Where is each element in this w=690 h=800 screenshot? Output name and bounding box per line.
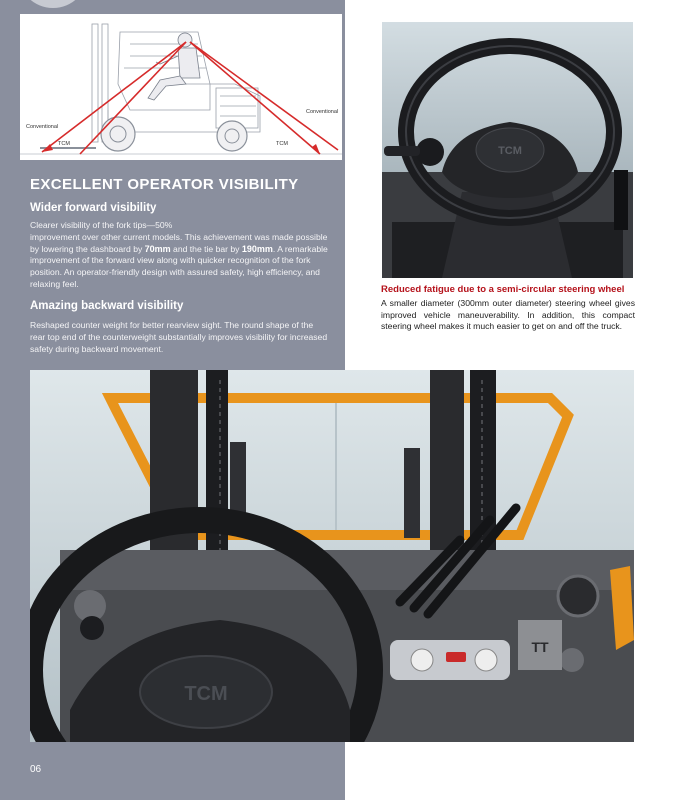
forward-line1: Clearer visibility of the fork tips—50% [30, 220, 173, 230]
forward-paragraph [30, 232, 330, 291]
forward-body-b: and the tie bar by [170, 243, 242, 254]
page-number: 06 [30, 764, 42, 775]
forward-visibility-body [30, 220, 330, 291]
steering-wheel-illustration [382, 22, 633, 278]
backward-visibility-title: Amazing backward visibility [30, 300, 184, 312]
tie-bar-value: 190mm [241, 243, 273, 254]
forklift-sightline-illustration [20, 14, 342, 160]
steering-caption-title: Reduced fatigue due to a semi-circular steering wheel [381, 284, 625, 295]
visibility-diagram [20, 14, 342, 160]
svg-text:TT: TT [531, 639, 549, 655]
wheel-hub-logo: TCM [498, 145, 522, 157]
steering-wheel-photo [382, 22, 633, 278]
label-conventional-left: Conventional [26, 124, 59, 130]
cab-wheel-hub-logo: TCM [184, 683, 228, 705]
steering-caption-body: A smaller diameter (300mm outer diameter) steering wheel gives improved vehicle maneuverability. In addition, this compact steering wheel makes it much easier to get on and off the truck. [381, 298, 635, 332]
label-tcm-right: TCM [276, 141, 288, 147]
backward-visibility-body: Reshaped counter weight for better rearview sight. The round shape of the rear top end of the counterweight substantially improves visibility for increased safety during backward movement. [30, 320, 328, 354]
operator-cab-illustration [30, 370, 634, 742]
forward-body-c: . A remarkable improvement of the forward view along with quicker recognition of the fork position. An operator-friendly design with assured safety, high efficiency, and relaxing feel. [30, 243, 328, 289]
operator-cab-photo [30, 370, 634, 742]
dashboard-value: 70mm [144, 243, 171, 254]
label-tcm-left: TCM [58, 141, 70, 147]
forward-body-a: improvement over other current models. This achievement was made possible by lowering the dashboard by [30, 231, 328, 254]
section-title: EXCELLENT OPERATOR VISIBILITY [30, 176, 299, 193]
forward-visibility-title: Wider forward visibility [30, 202, 157, 214]
label-conventional-right: Conventional [306, 109, 339, 115]
